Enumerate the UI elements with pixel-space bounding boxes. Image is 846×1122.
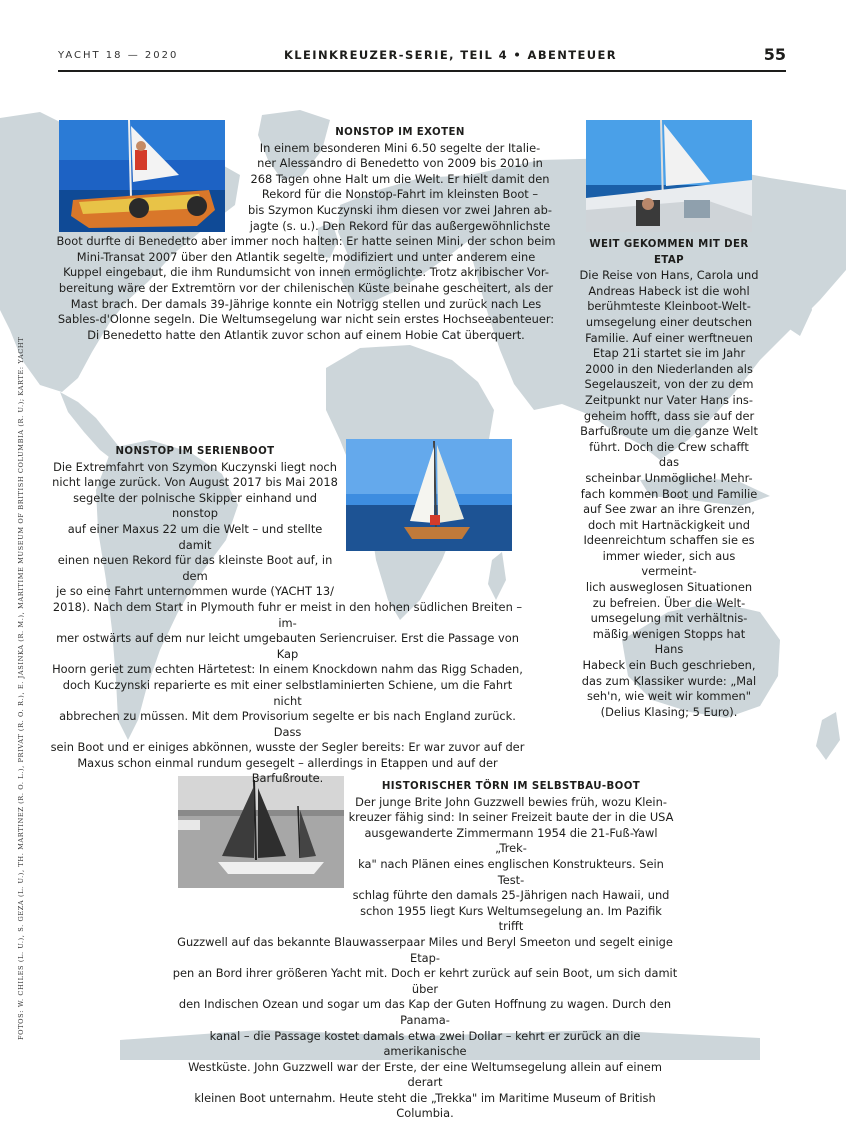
text-line: auf einer Maxus 22 um die Welt – und stellte damit [67,521,323,552]
text-line: 2000 in den Niederlanden als [585,361,753,376]
text-line: pen an Bord ihrer größeren Yacht mit. Doch er kehrt zurück auf sein Boot, um sich damit über [172,966,678,996]
text-line: Barfußroute um die ganze Welt [580,424,758,439]
text-line: jagte (s. u.). Den Rekord für das außergewöhnlichste [249,218,551,233]
text-line: umsegelung einer deutschen [585,314,753,329]
text-line: Habeck ein Buch geschrieben, [582,658,756,673]
text-line: ner Alessandro di Benedetto von 2009 bis 2010 in [257,156,543,171]
text-line: Der junge Brite John Guzzwell bewies früh, wozu Klein- [355,794,667,809]
text-line: führt. Doch die Crew schafft das [589,439,749,470]
text-line: bereitung wäre der Extremtörn vor der chilenischen Küste beinahe gescheitert, als der [58,280,554,295]
heading-serienboot: NONSTOP IM SERIENBOOT [115,446,275,457]
text-line: Familie. Auf einer werftneuen [585,330,753,345]
text-line: Mast brach. Der damals 39-Jährige konnte ein Notrigg stellen und zurück nach Les [70,296,542,311]
text-line: Kuppel eingebaut, die ihm Rundumsicht von innen ermöglichte. Trotz akribischer Vor- [63,265,549,280]
text-line: auf See zwar an ihre Grenzen, [583,502,755,517]
text-line: kleinen Boot unternahm. Heute steht die „Trekka" im Maritime Museum of British Columbia. [194,1090,656,1121]
article-exoten [46,125,566,343]
text-line: Zeitpunkt nur Vater Hans ins- [585,392,753,407]
text-line: Die Reise von Hans, Carola und [579,268,759,283]
text-line: Maxus schon einmal rundum gesegelt – allerdings in Etappen und auf der Barfußroute. [77,755,498,786]
text-line: das zum Klassiker wurde: „Mal [581,673,757,688]
magazine-issue: YACHT 18 — 2020 [58,50,179,61]
photo-etap-sailing [586,120,752,232]
text-line: Westküste. John Guzzwell war der Erste, der eine Weltumsegelung allein auf einem derart [188,1059,662,1090]
text-line: Andreas Habeck ist die wohl [588,283,750,298]
text-line: scheinbar Unmögliche! Mehr- [585,470,753,485]
text-line: umsegelung mit verhältnis- [590,611,748,626]
text-line: segelte der polnische Skipper einhand und nonstop [73,490,317,521]
article-etap [578,237,760,720]
text-line: einen neuen Rekord für das kleinste Boot auf, in dem [57,553,333,583]
text-line: fach kommen Boot und Familie [580,486,758,501]
photo-credits: FOTOS: W. CHILES (L. U.), S. GEZA (L. U.), TH. MARTINEZ (R. O. L.), PRIVAT (R. O. R.), E. JASINKA (R. M.), MARITIME MUSEUM OF BRITISH COLUMBIA (R. U.); KARTE: YACHT [17,336,25,1040]
text-line: sein Boot und er einiges abkönnen, wusste der Segler bereits: Er war zuvor auf der [50,740,525,755]
text-line: ka" nach Plänen eines englischen Konstrukteurs. Sein Test- [358,856,664,887]
text-line: 2018). Nach dem Start in Plymouth fuhr er meist in den hohen südlichen Breiten – im- [52,599,523,630]
page-number: 55 [763,45,786,64]
text-line: lich ausweglosen Situationen [585,580,753,595]
text-line: kanal – die Passage kostet damals etwa zwei Dollar – kehrt er zurück an die amerikanische [209,1028,641,1059]
text-line: ausgewanderte Zimmermann 1954 die 21-Fuß-Yawl „Trek- [364,825,658,856]
text-line: (Delius Klasing; 5 Euro). [600,704,738,719]
heading-exoten: NONSTOP IM EXOTEN [335,127,465,138]
text-line: doch mit Hartnäckigkeit und [588,517,750,532]
text-line: In einem besonderen Mini 6.50 segelte der Italie- [259,140,541,155]
text-line: Guzzwell auf das bekannte Blauwasserpaar Miles und Beryl Smeeton und segelt einige Etap- [177,934,673,965]
heading-trekka: HISTORISCHER TÖRN IM SELBSTBAU-BOOT [381,781,641,792]
text-line: abbrechen zu müssen. Mit dem Provisorium segelte er bis nach England zurück. Dass [59,709,516,739]
text-line: zu befreien. Über die Welt- [592,595,746,610]
text-line: nicht lange zurück. Von August 2017 bis Mai 2018 [52,475,338,490]
text-line: geheim hofft, dass sie auf der [583,408,755,423]
text-line: kreuzer fähig sind: In seiner Freizeit baute der in die USA [348,810,674,825]
text-line: mer ostwärts auf dem nur leicht umgebauten Seriencruiser. Erst die Passage von Kap [56,631,519,661]
text-line: je so eine Fahrt unternommen wurde (YACHT 13/ [56,584,334,599]
text-line: Boot durfte di Benedetto aber immer noch halten: Er hatte seinen Mini, der schon beim [56,234,556,249]
text-line: schlag führte den damals 25-Jährigen nach Hawaii, und [352,888,670,903]
text-line: Hoorn geriet zum echten Härtetest: In einem Knockdown nahm das Rigg Schaden, [52,662,523,677]
text-line: Mini-Transat 2007 über den Atlantik segelte, modifiziert und unter anderem eine [76,249,536,264]
text-line: mäßig wenigen Stopps hat Hans [592,626,746,657]
text-line: bis Szymon Kuczynski ihm diesen vor zwei Jahren ab- [248,202,552,217]
text-line: Etap 21i startet sie im Jahr [592,346,746,361]
text-line: doch Kuczynski reparierte es mit einer selbstlaminierten Schiene, um die Fahrt nicht [62,677,513,708]
header-rule [58,70,786,72]
text-line: immer wieder, sich aus vermeint- [602,548,736,579]
text-line: Segelauszeit, von der zu dem [584,377,754,392]
text-line: Sables-d'Olonne segeln. Die Weltumsegelung war nicht sein erstes Hochseeabenteuer: [57,312,555,327]
text-line: Die Extremfahrt von Szymon Kuczynski liegt noch [53,459,337,474]
text-line: seh'n, wie weit wir kommen" [586,689,752,704]
text-line: Rekord für die Nonstop-Fahrt im kleinsten Boot – [261,187,539,202]
text-line: 268 Tagen ohne Halt um die Welt. Er hielt damit den [250,171,550,186]
text-line: Ideenreichtum schaffen sie es [583,533,755,548]
text-line: den Indischen Ozean und sogar um das Kap der Guten Hoffnung zu wagen. Durch den Panama- [178,997,672,1027]
heading-etap: WEIT GEKOMMEN MIT DER ETAP [589,239,749,266]
text-line: berühmteste Kleinboot-Welt- [587,299,751,314]
article-trekka [170,779,680,1122]
text-line: schon 1955 liegt Kurs Weltumsegelung an. Im Pazifik trifft [360,903,662,934]
section-title: KLEINKREUZER-SERIE, TEIL 4 • ABENTEUER [284,48,618,62]
text-line: Di Benedetto hatte den Atlantik zuvor schon auf einem Hobie Cat überquert. [87,327,525,342]
article-serienboot [50,444,525,787]
